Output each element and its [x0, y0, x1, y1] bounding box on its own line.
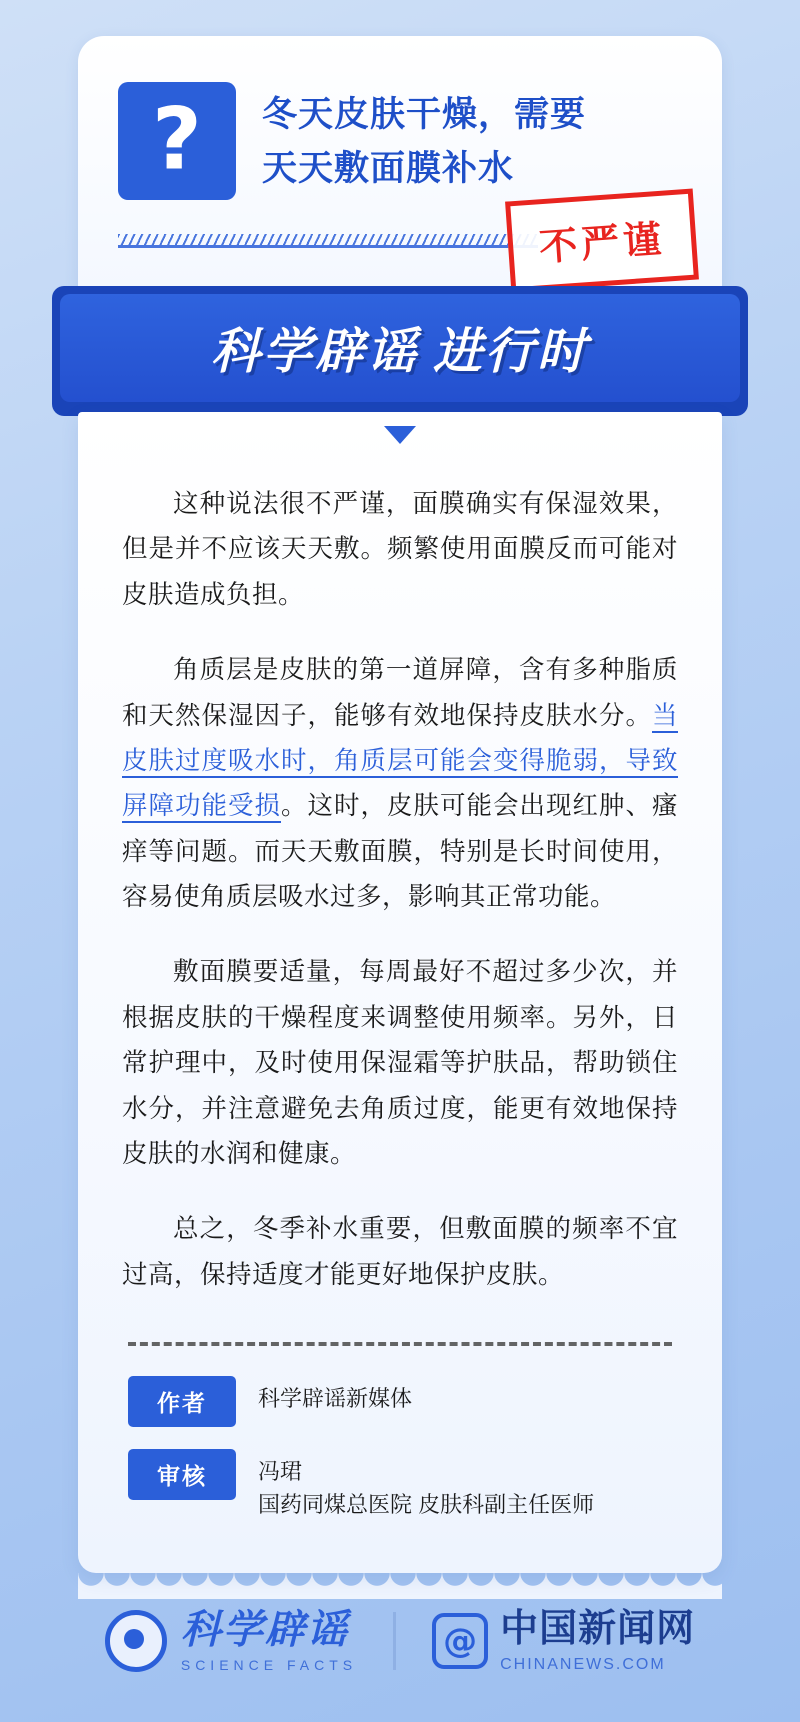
credit-value-line-2: 国药同煤总医院 皮肤科副主任医师: [258, 1492, 595, 1517]
banner: [60, 294, 740, 402]
credit-value-line-1: 冯珺: [258, 1459, 303, 1484]
article-card: [78, 412, 722, 1573]
banner-text-part2: 进行时: [433, 325, 590, 379]
credit-value-line-1: 科学辟谣新媒体: [258, 1386, 413, 1411]
question-mark-glyph: ?: [152, 89, 202, 190]
paragraph-text: 敷面膜要适量，每周最好不超过多少次，并根据皮肤的干燥程度来调整使用频率。另外，日常护理中，及时使用保湿霜等护肤品，帮助锁住水分，并注意避免去角质过度，能更有效地保持皮肤的水润和健康。: [122, 958, 678, 1168]
question-mark-icon: [118, 82, 236, 200]
logo-science-facts-en: SCIENCE FACTS: [180, 1657, 358, 1674]
magnifier-icon: [105, 1610, 167, 1672]
question-row: [118, 82, 682, 200]
paragraph-text: 。这时，皮肤可能会出现红肿、瘙痒等问题。而天天敷面膜，特别是长时间使用，容易使角质层吸水过多，影响其正常功能。: [122, 792, 678, 911]
credit-value: [258, 1449, 594, 1521]
poster-container: [52, 36, 748, 1599]
hatched-divider: [118, 234, 538, 248]
logo-chinanews: [432, 1609, 695, 1674]
paragraph: [122, 648, 678, 920]
paragraph: [122, 482, 678, 618]
logo-chinanews-text: [500, 1609, 695, 1674]
credit-label: 作者: [128, 1376, 236, 1427]
logo-science-facts-cn: 科学辟谣: [180, 1608, 349, 1653]
logo-chinanews-cn: 中国新闻网: [500, 1607, 696, 1650]
page-title: [262, 82, 586, 197]
paragraph: [122, 950, 678, 1177]
paragraph-text: 这种说法很不严谨，面膜确实有保湿效果，但是并不应该天天敷。频繁使用面膜反而可能对皮肤造成负担。: [122, 490, 678, 609]
paragraph-text: 总之，冬季补水重要，但敷面膜的频率不宜过高，保持适度才能更好地保护皮肤。: [122, 1215, 678, 1289]
page-title-line-2: 天天敷面膜补水: [262, 149, 515, 189]
logo-science-facts: [105, 1610, 357, 1672]
logo-science-facts-text: [181, 1610, 357, 1672]
credit-row-author: [128, 1376, 678, 1427]
logo-chinanews-en: CHINANEWS.COM: [500, 1656, 666, 1674]
paragraph-text: 角质层是皮肤的第一道屏障，含有多种脂质和天然保湿因子，能够有效地保持皮肤水分。: [122, 656, 678, 730]
at-sign-icon: @: [432, 1613, 488, 1669]
credit-value: [258, 1376, 412, 1415]
credit-label: 审核: [128, 1449, 236, 1500]
banner-text: [211, 313, 589, 383]
highlighted-text: 当皮肤过度吸水时，角质层可能会变得脆弱，导致屏障功能受损: [122, 702, 678, 824]
triangle-down-icon: [384, 426, 416, 444]
paragraph: [122, 1207, 678, 1298]
footer-divider: [393, 1612, 396, 1670]
footer: [0, 1609, 800, 1674]
status-badge: 不严谨: [505, 189, 699, 293]
question-card: [78, 36, 722, 292]
banner-text-part1: 科学辟谣: [210, 325, 419, 379]
banner-wrapper: [52, 286, 748, 416]
credit-row-reviewer: [128, 1449, 678, 1521]
dashed-divider: [128, 1342, 672, 1346]
scalloped-edge: [78, 1573, 722, 1599]
page-title-line-1: 冬天皮肤干燥，需要: [262, 95, 587, 134]
